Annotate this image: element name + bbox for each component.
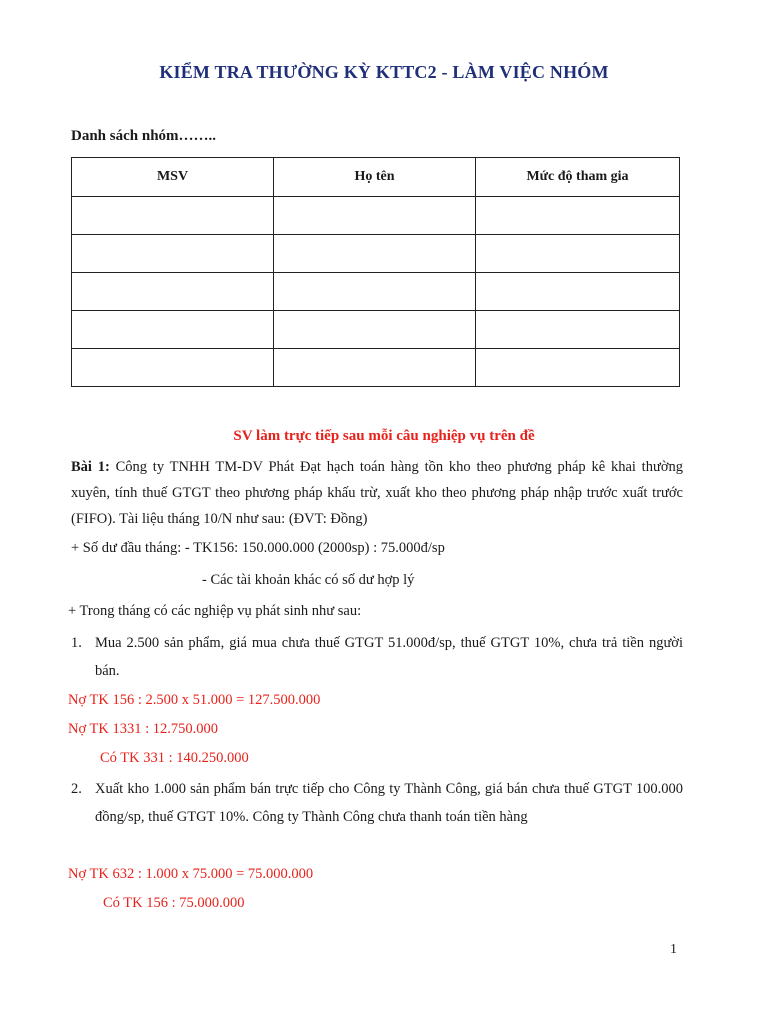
item-number: 2. bbox=[71, 781, 82, 797]
transactions-intro: + Trong tháng có các nghiệp vụ phát sinh như sau: bbox=[68, 603, 362, 619]
table-cell bbox=[274, 311, 476, 349]
exercise-intro-text: Công ty TNHH TM-DV Phát Đạt hạch toán hàng tồn kho theo phương pháp kê khai thường xuyên, tính thuế GTGT theo phương pháp khấu trừ, xuất kho theo phương pháp nhập trước xuất trước (FIFO). Tài liệu tháng 10/N như sau: (ĐVT: Đồng) bbox=[71, 459, 683, 527]
table-cell bbox=[476, 273, 680, 311]
page-number: 1 bbox=[670, 942, 677, 957]
other-accounts-note: - Các tài khoản khác có số dư hợp lý bbox=[202, 572, 415, 588]
instruction-text: SV làm trực tiếp sau mỗi câu nghiệp vụ trên đề bbox=[233, 428, 535, 444]
exercise-label: Bài 1: bbox=[71, 459, 110, 475]
table-row bbox=[72, 235, 680, 273]
item-text: Xuất kho 1.000 sản phẩm bán trực tiếp cho Công ty Thành Công, giá bán chưa thuế GTGT 100.000 đồng/sp, thuế GTGT 10%. Công ty Thành Công chưa thanh toán tiền hàng bbox=[95, 781, 683, 825]
journal-entry: Có TK 156 : 75.000.000 bbox=[103, 895, 245, 911]
table-cell bbox=[476, 197, 680, 235]
table-cell bbox=[274, 197, 476, 235]
table-row bbox=[72, 273, 680, 311]
group-members-table bbox=[71, 157, 680, 387]
item-text: Mua 2.500 sản phẩm, giá mua chưa thuế GTGT 51.000đ/sp, thuế GTGT 10%, chưa trả tiền người bán. bbox=[95, 635, 683, 679]
list-item bbox=[71, 629, 683, 685]
group-list-label: Danh sách nhóm…….. bbox=[71, 128, 217, 144]
list-item bbox=[71, 775, 683, 831]
table-cell bbox=[476, 349, 680, 387]
table-row bbox=[72, 197, 680, 235]
table-cell bbox=[476, 311, 680, 349]
document-title: KIỂM TRA THƯỜNG KỲ KTTC2 - LÀM VIỆC NHÓM bbox=[159, 62, 609, 82]
opening-balance: + Số dư đầu tháng: - TK156: 150.000.000 (2000sp) : 75.000đ/sp bbox=[71, 540, 445, 556]
table-cell bbox=[274, 349, 476, 387]
journal-entry: Nợ TK 156 : 2.500 x 51.000 = 127.500.000 bbox=[68, 692, 321, 708]
item-number: 1. bbox=[71, 635, 82, 651]
table-cell bbox=[72, 235, 274, 273]
table-cell bbox=[274, 235, 476, 273]
column-header-participation: Mức độ tham gia bbox=[476, 158, 680, 197]
journal-entry: Nợ TK 632 : 1.000 x 75.000 = 75.000.000 bbox=[68, 866, 314, 882]
column-header-msv: MSV bbox=[72, 158, 274, 197]
table-cell bbox=[72, 197, 274, 235]
table-cell bbox=[476, 235, 680, 273]
table-cell bbox=[72, 273, 274, 311]
journal-entry: Nợ TK 1331 : 12.750.000 bbox=[68, 721, 218, 737]
table-cell bbox=[72, 349, 274, 387]
table-cell bbox=[72, 311, 274, 349]
table-header-row bbox=[72, 158, 680, 197]
column-header-name: Họ tên bbox=[274, 158, 476, 197]
exercise-intro bbox=[71, 454, 683, 532]
table-row bbox=[72, 349, 680, 387]
table-row bbox=[72, 311, 680, 349]
table-cell bbox=[274, 273, 476, 311]
journal-entry: Có TK 331 : 140.250.000 bbox=[100, 750, 249, 766]
